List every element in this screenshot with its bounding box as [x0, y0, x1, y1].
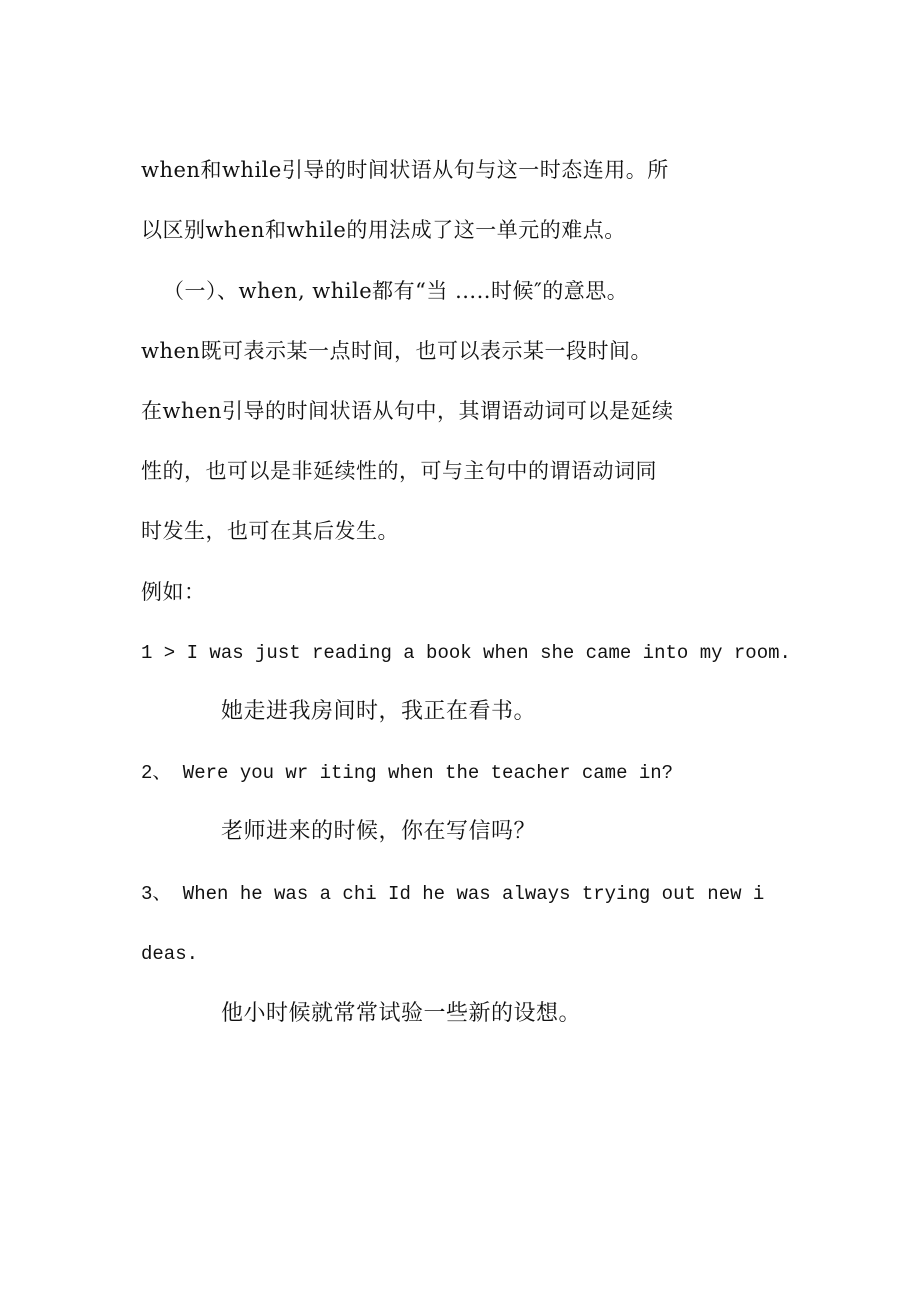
example-3-chinese: 他小时候就常常试验一些新的设想。	[221, 1001, 582, 1026]
example-3-english-continued: deas.	[141, 943, 199, 965]
example-3-english: 3、 When he was a chi Id he was always trying out new i	[141, 883, 765, 905]
example-2-english: 2、 Were you wr iting when the teacher came in?	[141, 762, 674, 784]
examples-label: 例如：	[141, 580, 206, 604]
paragraph-line-6: 性的，也可以是非延续性的，可与主句中的谓语动词同	[141, 459, 657, 483]
example-1-english: 1 > I was just reading a book when she came into my room.	[141, 642, 791, 664]
paragraph-line-2: 以区别when和while的用法成了这一单元的难点。	[141, 218, 626, 242]
paragraph-line-4: when既可表示某一点时间，也可以表示某一段时间。	[141, 339, 652, 363]
example-1-chinese: 她走进我房间时，我正在看书。	[221, 699, 537, 724]
paragraph-line-5: 在when引导的时间状语从句中，其谓语动词可以是延续	[141, 399, 674, 423]
section-heading-when-while: （一）、when, while都有“当 .....时候″的意思。	[163, 279, 629, 303]
paragraph-line-7: 时发生，也可在其后发生。	[141, 519, 399, 543]
paragraph-line-1: when和while引导的时间状语从句与这一时态连用。所	[141, 158, 669, 182]
example-2-chinese: 老师进来的时候，你在写信吗？	[221, 819, 537, 844]
